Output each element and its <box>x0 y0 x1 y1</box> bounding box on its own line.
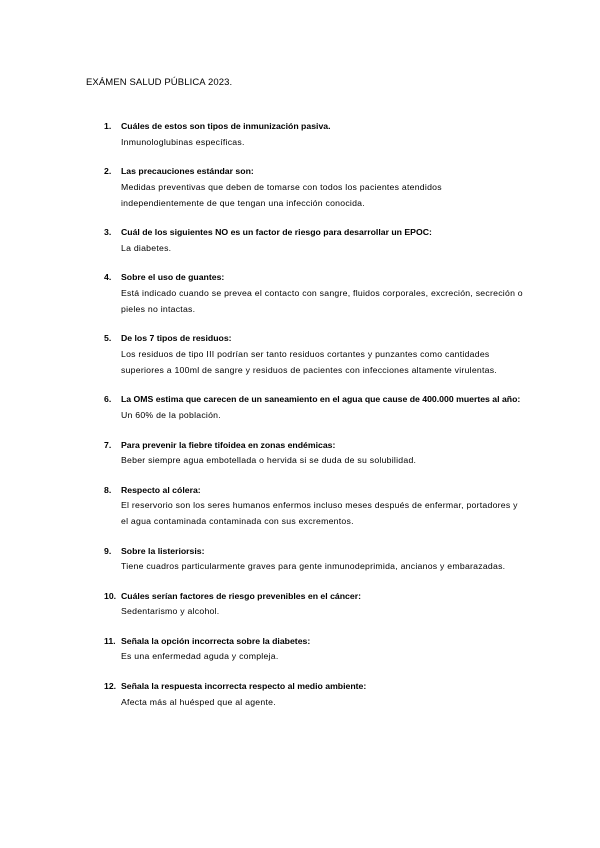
question-text: Para prevenir la fiebre tifoidea en zonas endémicas: <box>121 439 336 450</box>
question-item <box>104 164 524 211</box>
question-number: 7. <box>104 439 112 450</box>
question-number: 5. <box>104 333 112 344</box>
question-number: 2. <box>104 166 112 177</box>
question-number: 12. <box>104 681 117 692</box>
answer-text: Medidas preventivas que deben de tomarse con todos los pacientes atendidos independientemente de que tengan una infección conocida. <box>121 181 442 208</box>
question-item <box>104 392 524 423</box>
answer-text: Sedentarismo y alcohol. <box>121 606 220 617</box>
question-item <box>104 544 524 575</box>
question-text: Sobre la listeriorsis: <box>121 545 205 556</box>
question-text: La OMS estima que carecen de un saneamiento en el agua que cause de 400.000 muertes al año: <box>121 394 521 405</box>
question-item <box>104 331 524 378</box>
answer-text: Los residuos de tipo III podrían ser tanto residuos cortantes y punzantes como cantidades superiores a 100ml de sangre y residuos de pacientes con infecciones altamente virulentas. <box>121 348 497 375</box>
answer-text: Un 60% de la población. <box>121 409 221 420</box>
question-text: Las precauciones estándar son: <box>121 166 254 177</box>
question-item <box>104 679 524 710</box>
question-number: 4. <box>104 272 112 283</box>
question-number: 1. <box>104 121 112 131</box>
answer-text: Beber siempre agua embotellada o hervida si se duda de su solubilidad. <box>121 455 417 466</box>
answer-text: Es una enfermedad aguda y compleja. <box>121 651 279 662</box>
answer-text: Afecta más al huésped que al agente. <box>121 696 276 707</box>
question-text: Cuáles serían factores de riesgo prevenibles en el cáncer: <box>121 590 361 601</box>
question-text: Cuál de los siguientes NO es un factor de riesgo para desarrollar un EPOC: <box>121 227 432 238</box>
question-text: De los 7 tipos de residuos: <box>121 333 232 344</box>
question-item <box>104 589 524 620</box>
question-text: Señala la opción incorrecta sobre la diabetes: <box>121 635 311 646</box>
question-item <box>104 119 524 150</box>
answer-text: Tiene cuadros particularmente graves para gente inmunodeprimida, ancianos y embarazadas. <box>121 561 506 572</box>
question-item <box>104 634 524 665</box>
question-number: 10. <box>104 590 117 601</box>
question-item <box>104 483 524 530</box>
question-text: Señala la respuesta incorrecta respecto al medio ambiente: <box>121 681 367 692</box>
question-number: 6. <box>104 394 112 405</box>
question-number: 11. <box>104 635 116 646</box>
answer-text: El reservorio son los seres humanos enfermos incluso meses después de enfermar, portadores y el agua contaminada contaminada con sus excrementos. <box>121 500 518 527</box>
answer-text: Está indicado cuando se prevea el contacto con sangre, fluidos corporales, excreción, secreción o pieles no intactas. <box>121 287 523 314</box>
question-item <box>104 225 524 256</box>
question-item <box>104 438 524 469</box>
document-title: EXÁMEN SALUD PÚBLICA 2023. <box>86 77 233 88</box>
question-number: 3. <box>104 227 112 238</box>
question-list <box>104 119 524 724</box>
answer-text: La diabetes. <box>121 242 172 253</box>
question-text: Sobre el uso de guantes: <box>121 272 225 283</box>
question-number: 8. <box>104 484 112 495</box>
question-number: 9. <box>104 545 112 556</box>
answer-text: Inmunologlubinas específicas. <box>121 136 245 147</box>
question-text: Cuáles de estos son tipos de inmunización pasiva. <box>121 121 331 131</box>
question-item <box>104 270 524 317</box>
question-text: Respecto al cólera: <box>121 484 201 495</box>
